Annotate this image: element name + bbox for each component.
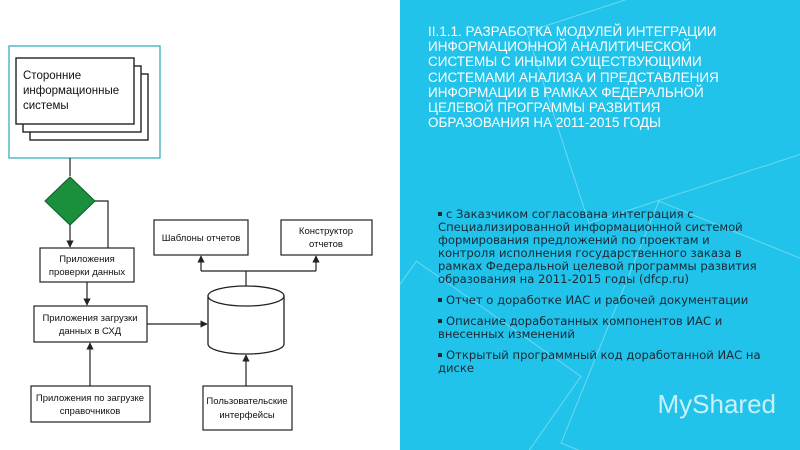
bullet-list <box>438 208 764 383</box>
bullet-text: Отчет о доработке ИАС и рабочей документации <box>446 293 749 307</box>
external-systems-label-3: системы <box>23 100 69 112</box>
bullet-square-icon <box>438 319 442 323</box>
storage-cylinder-top <box>208 286 284 306</box>
check-apps-label-1: Приложения <box>59 254 115 265</box>
load-apps-label-1: Приложения загрузки <box>42 313 138 324</box>
bullet-text: Открытый программный код доработанной ИАС на диске <box>438 348 761 375</box>
external-systems-label-2: информационные <box>23 85 120 97</box>
bullet-item <box>438 208 764 286</box>
constructor-label-1: Конструктор <box>298 226 354 237</box>
external-systems-label-1: Сторонние <box>23 70 82 82</box>
dictionary-apps-label-2: справочников <box>59 406 121 417</box>
bullet-item <box>438 294 764 307</box>
user-interfaces-label-1: Пользовательские <box>206 396 288 407</box>
dictionary-apps-label-1: Приложения по загрузке <box>35 393 145 404</box>
bullet-text: Описание доработанных компонентов ИАС и внесенных изменений <box>438 314 723 341</box>
watermark: MyShared <box>657 389 776 419</box>
bullet-text: с Заказчиком согласована интеграция с Специализированной информационной системой формирования предложений по проектам и контроля исполнения государственного заказа в рамках Федеральной целевой программы развития образования на 2011-2015 годы (dfcp.ru) <box>438 207 757 286</box>
check-apps-label-2: проверки данных <box>48 267 126 278</box>
user-interfaces-box <box>203 386 292 430</box>
decision-diamond <box>45 177 95 225</box>
load-apps-label-2: данных в СХД <box>58 326 122 337</box>
user-interfaces-label-2: интерфейсы <box>219 410 275 421</box>
slide-title: II.1.1. РАЗРАБОТКА МОДУЛЕЙ ИНТЕГРАЦИИ ИНФОРМАЦИОННОЙ АНАЛИТИЧЕСКОЙ СИСТЕМЫ С ИНЫМИ СУЩЕСТВУЮЩИМИ СИСТЕМАМИ АНАЛИЗА И ПРЕДСТАВЛЕНИЯ ИНФОРМАЦИИ В РАМКАХ ФЕДЕРАЛЬНОЙ ЦЕЛЕВОЙ ПРОГРАММЫ РАЗВИТИЯ ОБРАЗОВАНИЯ НА 2011-2015 ГОДЫ <box>428 24 719 131</box>
bullet-item <box>438 315 764 341</box>
text-panel <box>400 0 800 450</box>
constructor-label-2: отчетов <box>309 239 343 250</box>
templates-label: Шаблоны отчетов <box>161 233 241 244</box>
bullet-square-icon <box>438 353 442 357</box>
bullet-square-icon <box>438 212 442 216</box>
bullet-square-icon <box>438 298 442 302</box>
bullet-item <box>438 349 764 375</box>
